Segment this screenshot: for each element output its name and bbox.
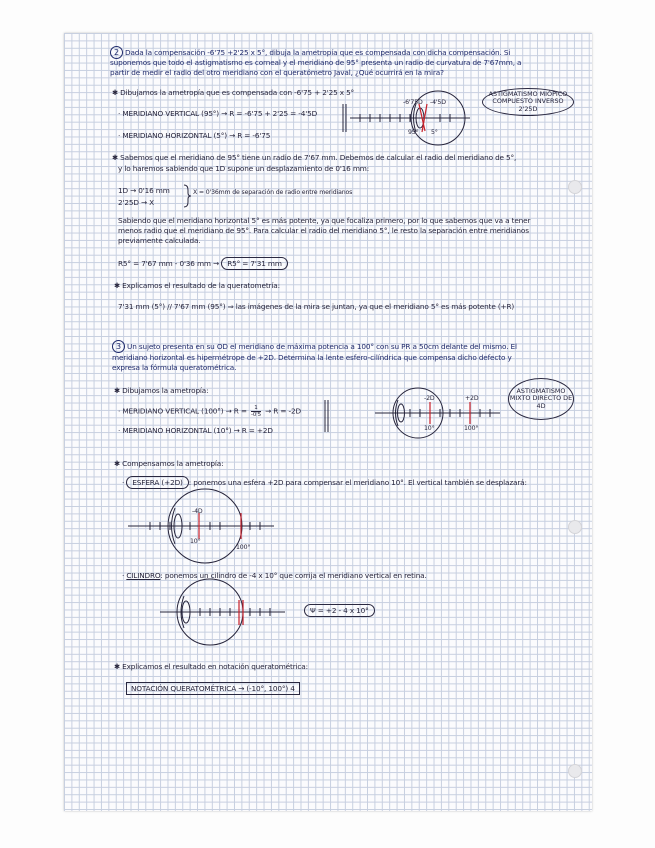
problem2-step-draw: ✱ Dibujamos la ametropía que es compensada con -6'75 + 2'25 x 5° bbox=[112, 88, 355, 97]
problem3-statement-line1: 3 Un sujeto presenta en su OD el meridiano de máxima potencia a 100° con su PR a 50cm delante del mismo. El bbox=[112, 340, 517, 353]
problem2-knowing-line1: ✱ Sabemos que el meridiano de 95° tiene un radio de 7'67 mm. Debemos de calcular el radio del meridiano de 5°, bbox=[112, 153, 517, 162]
problem2-reason-line3: previamente calculada. bbox=[118, 236, 201, 245]
problem3-diag-label-d: 100° bbox=[464, 425, 479, 432]
problem2-statement-line3: partir de medir el radio del otro meridiano con el queratómetro Javal, ¿Qué ocurrirá en la mira? bbox=[110, 68, 444, 77]
problem3-formula: Ψ = +2 - 4 x 10° bbox=[304, 606, 375, 615]
problem2-diag-label-b: -4'5D bbox=[430, 99, 446, 106]
problem2-diag-label-a: -6'75D bbox=[403, 99, 423, 106]
problem3-statement-line2: meridiano horizontal es hipermétrope de +2D. Determina la lente esfero-cilíndrica que compensa dicho defecto y bbox=[112, 353, 512, 362]
problem2-meridian-horizontal: · MERIDIANO HORIZONTAL (5°) → R = -6'75 bbox=[118, 131, 271, 140]
problem3-compensate-step: ✱ Compensamos la ametropía: bbox=[114, 459, 224, 468]
problem2-diag-label-d: 5° bbox=[431, 129, 438, 136]
problem3-astigmatism-type: ASTIGMATISMO MIXTO DIRECTO DE 4D bbox=[508, 378, 574, 420]
problem3-number: 3 bbox=[112, 340, 125, 353]
problem2-rule-1: 1D → 0'16 mm bbox=[118, 186, 170, 195]
problem3-esfera-diag-b: 10° bbox=[190, 538, 201, 545]
problem3-esfera-label: ESFERA (+2D) bbox=[126, 476, 188, 489]
problem2-reason-line1: Sabiendo que el meridiano horizontal 5° es más potente, ya que focaliza primero, por lo que sabemos que va a tener bbox=[118, 216, 531, 225]
problem2-r5-result: R5° = 7'31 mm bbox=[221, 257, 288, 270]
problem3-fraction: $\frac{1}{-0'5}$ bbox=[251, 405, 261, 418]
problem3-esfera: · ESFERA (+2D) : ponemos una esfera +2D para compensar el meridiano 10°. El vertical también se desplazará: bbox=[122, 478, 527, 487]
problem3-meridian-vertical: · MERIDIANO VERTICAL (100°) → R = $\frac{1}{-0'5}$ → R = -2D bbox=[118, 405, 301, 418]
problem3-diag-label-b: +2D bbox=[465, 395, 479, 402]
problem2-keratometer-result: 7'31 mm (5°) // 7'67 mm (95°) ⇒ las imágenes de la mira se juntan, ya que el meridiano 5° es más potente (+R) bbox=[118, 302, 515, 311]
problem2-meridian-vertical: · MERIDIANO VERTICAL (95°) → R = -6'75 + 2'25 = -4'5D bbox=[118, 109, 318, 118]
problem2-statement-line2: suponemos que todo el astigmatismo es corneal y el meridiano de 95° presenta un radio de curvatura de 7'67mm, a bbox=[110, 58, 522, 67]
problem3-explain-step: ✱ Explicamos el resultado en notación queratométrica: bbox=[114, 662, 308, 671]
problem3-esfera-diag-a: -4D bbox=[192, 508, 203, 515]
problem2-rule-2: 2'25D → X bbox=[118, 198, 154, 207]
problem3-step-draw: ✱ Dibujamos la ametropía: bbox=[114, 386, 209, 395]
problem3-diag-label-c: 10° bbox=[424, 425, 435, 432]
problem2-diag-label-c: 95° bbox=[408, 129, 419, 136]
problem2-keratometer-step: ✱ Explicamos el resultado de la queratometría: bbox=[114, 281, 280, 290]
problem2-rule-result: X = 0'36mm de separación de radio entre meridianos bbox=[193, 189, 353, 196]
problem3-diag-label-a: -2D bbox=[424, 395, 435, 402]
problem2-astigmatism-type: ASTIGMATISMO MIÓPICO COMPUESTO INVERSO 2'25D bbox=[482, 88, 574, 116]
problem3-esfera-diag-c: 100° bbox=[236, 544, 251, 551]
problem2-knowing-line2: y lo haremos sabiendo que 1D supone un desplazamiento de 0'16 mm: bbox=[118, 164, 370, 173]
problem2-statement-line1: 2 Dada la compensación -6'75 +2'25 x 5°, dibuja la ametropía que es compensada con dicha compensación. Si bbox=[110, 46, 510, 59]
problem2-r5-calc: R5° = 7'67 mm - 0'36 mm → R5° = 7'31 mm bbox=[118, 259, 288, 268]
problem3-meridian-horizontal: · MERIDIANO HORIZONTAL (10°) → R = +2D bbox=[118, 426, 273, 435]
problem3-notation: NOTACIÓN QUERATOMÉTRICA → (-10°, 100°) 4 bbox=[126, 684, 300, 693]
problem3-cilindro: · CILINDRO: ponemos un cilindro de -4 x 10° que corrija el meridiano vertical en retina. bbox=[122, 571, 427, 580]
problem2-number: 2 bbox=[110, 46, 123, 59]
problem2-reason-line2: menos radio que el meridiano de 95°. Para calcular el radio del meridiano 5°, le resto la separación entre meridianos bbox=[118, 226, 529, 235]
problem3-statement-line3: expresa la fórmula queratométrica. bbox=[112, 363, 237, 372]
